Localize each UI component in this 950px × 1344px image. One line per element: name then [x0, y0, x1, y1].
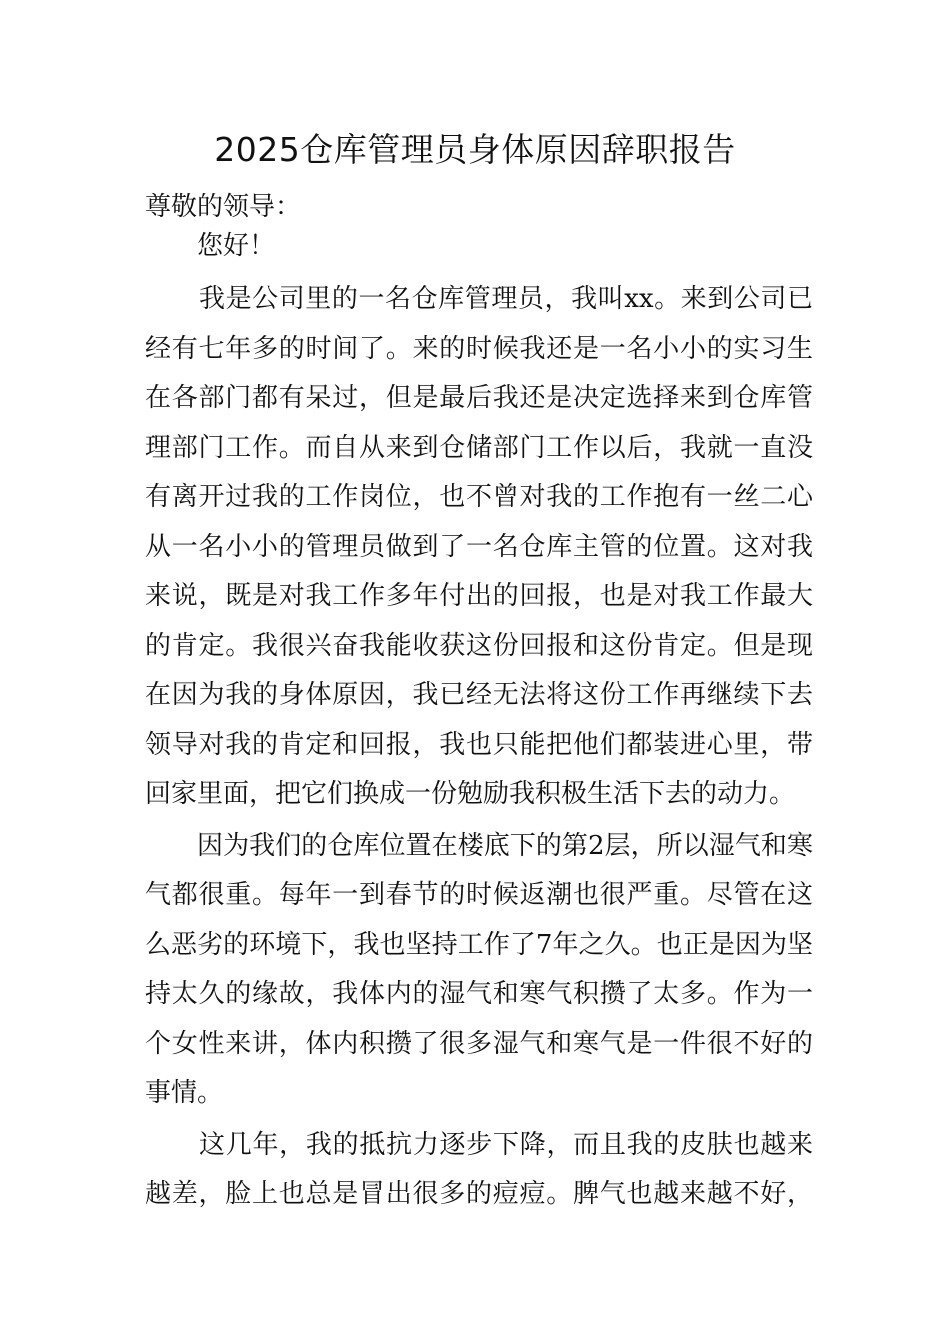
salutation: 尊敬的领导： [145, 192, 302, 222]
document-title: 2025仓库管理员身体原因辞职报告 [214, 130, 736, 169]
paragraph-line: 回家里面，把它们换成一份勉励我积极生活下去的动力。 [145, 779, 796, 809]
paragraph-line: 在各部门都有呆过，但是最后我还是决定选择来到仓库管 [145, 383, 813, 413]
paragraph-line: 理部门工作。而自从来到仓储部门工作以后，我就一直没 [145, 433, 813, 463]
paragraph-line: 从一名小小的管理员做到了一名仓库主管的位置。这对我 [145, 532, 813, 562]
paragraph-line: 有离开过我的工作岗位，也不曾对我的工作抱有一丝二心 [145, 482, 813, 512]
paragraph-line: 因为我们的仓库位置在楼底下的第2层，所以湿气和寒 [197, 831, 813, 861]
paragraph-line: 事情。 [145, 1078, 224, 1108]
paragraph-line: 气都很重。每年一到春节的时候返潮也很严重。尽管在这 [145, 880, 813, 910]
paragraph-line: 我是公司里的一名仓库管理员，我叫xx。来到公司已 [199, 284, 813, 314]
paragraph-line: 的肯定。我很兴奋我能收获这份回报和这份肯定。但是现 [145, 631, 813, 661]
greeting: 您好！ [197, 231, 276, 261]
paragraph-line: 个女性来讲，体内积攒了很多湿气和寒气是一件很不好的 [145, 1029, 813, 1059]
paragraph-line: 来说，既是对我工作多年付出的回报，也是对我工作最大 [145, 581, 813, 611]
paragraph-line: 领导对我的肯定和回报，我也只能把他们都装进心里，带 [145, 730, 813, 760]
paragraph-line: 经有七年多的时间了。来的时候我还是一名小小的实习生 [145, 334, 813, 364]
paragraph-line: 持太久的缘故，我体内的湿气和寒气积攒了太多。作为一 [145, 979, 813, 1009]
paragraph-line: 在因为我的身体原因，我已经无法将这份工作再继续下去 [145, 680, 813, 710]
paragraph-line: 越差，脸上也总是冒出很多的痘痘。脾气也越来越不好， [145, 1179, 813, 1209]
paragraph-line: 么恶劣的环境下，我也坚持工作了7年之久。也正是因为坚 [145, 930, 813, 960]
paragraph-line: 这几年，我的抵抗力逐步下降，而且我的皮肤也越来 [199, 1130, 813, 1160]
